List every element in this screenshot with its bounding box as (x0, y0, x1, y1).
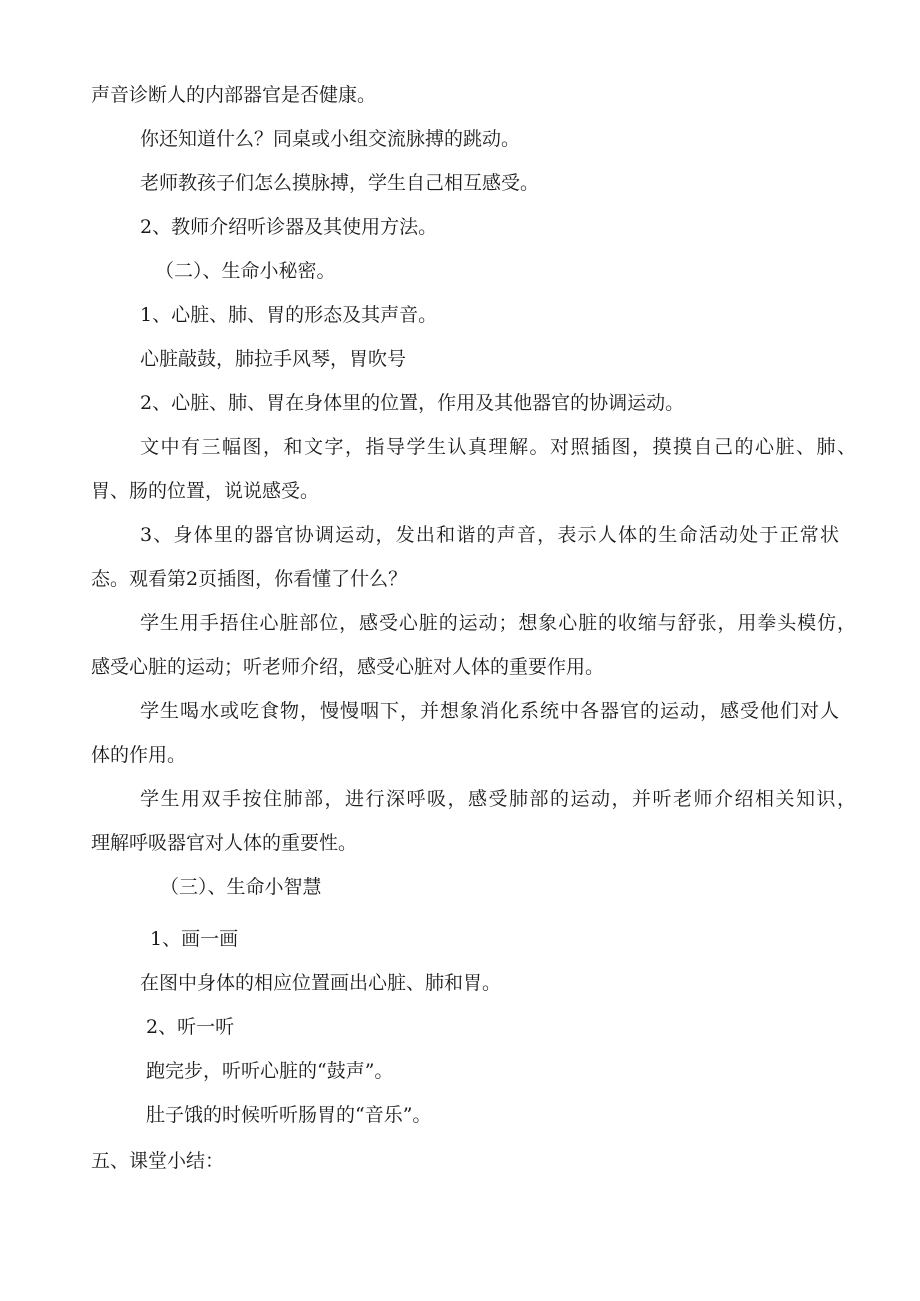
section-heading: （三）、生命小智慧 (160, 876, 322, 898)
paragraph-line: 2、心脏、肺、胃在身体里的位置，作用及其他器官的协调运动。 (140, 392, 685, 414)
paragraph-line: 感受心脏的运动；听老师介绍，感受心脏对人体的重要作用。 (91, 656, 605, 678)
paragraph-line: 心脏敲鼓，肺拉手风琴，胃吹号 (140, 348, 407, 370)
paragraph-line: 学生喝水或吃食物，慢慢咽下，并想象消化系统中各器官的运动，感受他们对人 (140, 700, 839, 722)
paragraph-line: 文中有三幅图，和文字，指导学生认真理解。对照插图，摸摸自己的心脏、肺、 (140, 436, 856, 458)
paragraph-line: 学生用双手按住肺部，进行深呼吸，感受肺部的运动，并听老师介绍相关知识， (140, 788, 856, 810)
paragraph-line: 老师教孩子们怎么摸脉搏，学生自己相互感受。 (140, 172, 540, 194)
paragraph-line: 2、听一听 (146, 1016, 235, 1038)
paragraph-line: 体的作用。 (91, 744, 187, 766)
section-heading: 五、课堂小结： (91, 1150, 225, 1172)
paragraph-line: 在图中身体的相应位置画出心脏、肺和胃。 (140, 972, 502, 994)
paragraph-line: 你还知道什么？同桌或小组交流脉搏的跳动。 (140, 128, 521, 150)
paragraph-line: 胃、肠的位置，说说感受。 (91, 480, 320, 502)
paragraph-line: 1、心脏、肺、胃的形态及其声音。 (140, 304, 438, 326)
paragraph-line: 肚子饿的时候听听肠胃的“音乐”。 (146, 1104, 432, 1126)
paragraph-line: 声音诊断人的内部器官是否健康。 (91, 84, 377, 106)
paragraph-line: 理解呼吸器官对人体的重要性。 (91, 832, 358, 854)
paragraph-line: 学生用手捂住心脏部位，感受心脏的运动；想象心脏的收缩与舒张，用拳头模仿， (140, 612, 856, 634)
paragraph-line: 1、画一画 (150, 928, 239, 950)
section-heading: （二）、生命小秘密。 (155, 260, 336, 282)
paragraph-line: 3、身体里的器官协调运动，发出和谐的声音，表示人体的生命活动处于正常状 (140, 524, 839, 546)
paragraph-line: 态。观看第2页插图，你看懂了什么？ (91, 568, 408, 590)
paragraph-line: 2、教师介绍听诊器及其使用方法。 (140, 216, 438, 238)
paragraph-line: 跑完步，听听心脏的“鼓声”。 (146, 1060, 394, 1082)
